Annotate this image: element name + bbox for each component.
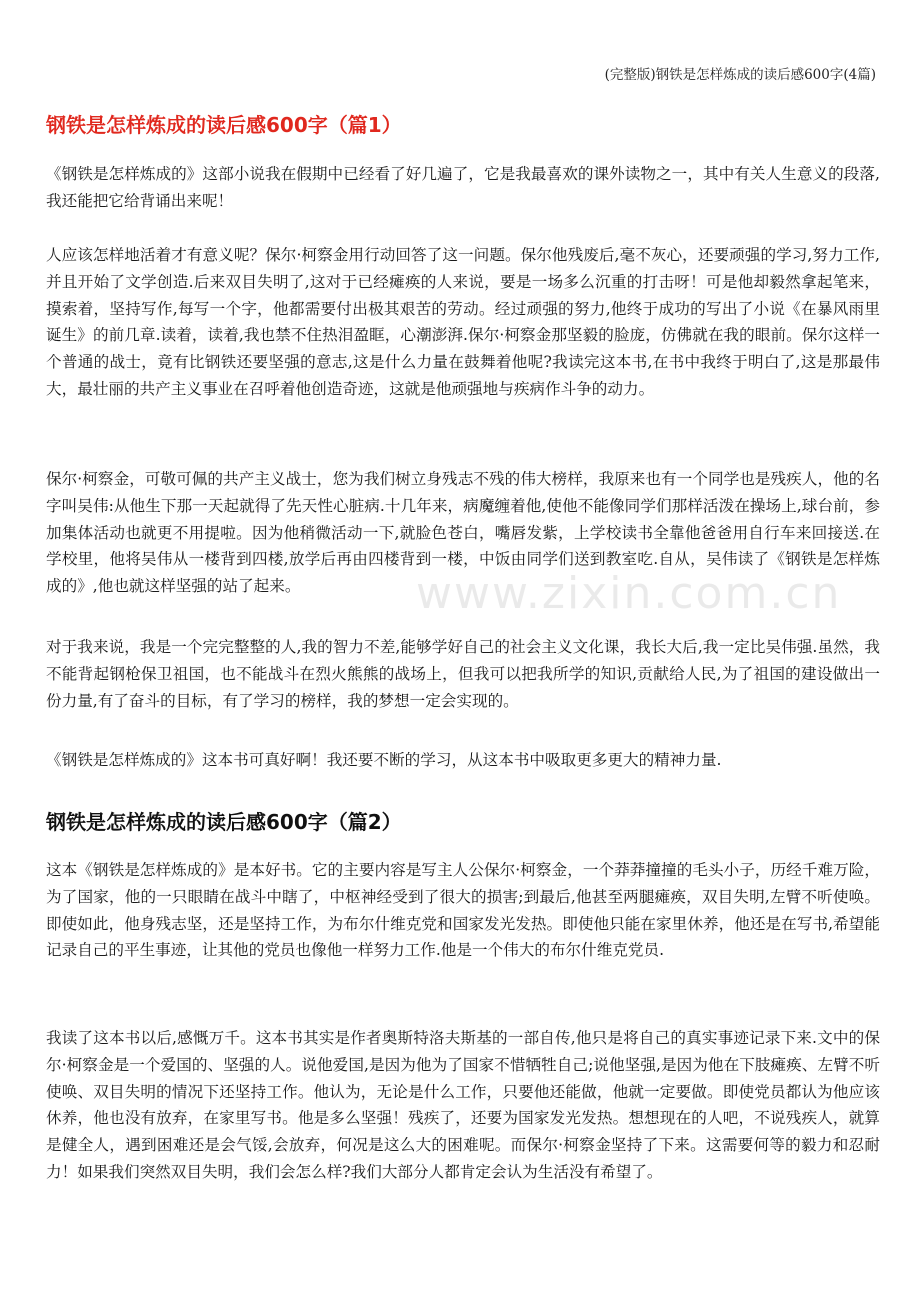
- watermark: www.zixin.com.cn: [416, 568, 842, 619]
- paragraph-1-1: [46, 161, 880, 215]
- paragraph: 《钢铁是怎样炼成的》这部小说我在假期中已经看了好几遍了，它是我最喜欢的课外读物之一，其中有关人生意义的段落,我还能把它给背诵出来呢！: [46, 165, 880, 210]
- section-2: [46, 808, 880, 836]
- section-1: [46, 111, 880, 139]
- paragraph: 这本《钢铁是怎样炼成的》是本好书。它的主要内容是写主人公保尔·柯察金，一个莽莽撞撞的毛头小子，历经千难万险，为了国家，他的一只眼睛在战斗中瞎了，中枢神经受到了很大的损害;到最后,他甚至两腿瘫痪，双目失明,左臂不听使唤。即使如此，他身残志坚，还是坚持工作，为布尔什维克党和国家发光发热。即使他只能在家里休养，他还是在写书,希望能记录自己的平生事迹，让其他的党员也像他一样努力工作.他是一个伟大的布尔什维克党员.: [46, 861, 880, 960]
- paragraph: 人应该怎样地活着才有意义呢？保尔·柯察金用行动回答了这一问题。保尔他残废后,毫不灰心，还要顽强的学习,努力工作,并且开始了文学创造.后来双目失明了,这对于已经瘫痪的人来说，要是一场多么沉重的打击呀！可是他却毅然拿起笔来，摸索着，坚持写作,每写一个字，他都需要付出极其艰苦的劳动。经过顽强的努力,他终于成功的写出了小说《在暴风雨里诞生》的前几章.读着，读着,我也禁不住热泪盈眶，心潮澎湃.保尔·柯察金那坚毅的脸庞，仿佛就在我的眼前。保尔这样一个普通的战士，竟有比钢铁还要坚强的意志,这是什么力量在鼓舞着他呢?我读完这本书,在书中我终于明白了,这是那最伟大，最壮丽的共产主义事业在召呼着他创造奇迹，这就是他顽强地与疾病作斗争的动力。: [46, 246, 880, 398]
- section-heading: 钢铁是怎样炼成的读后感600字（篇2）: [46, 810, 402, 834]
- running-header: (完整版)钢铁是怎样炼成的读后感600字(4篇): [604, 67, 876, 83]
- paragraph-1-2: [46, 242, 880, 403]
- paragraph: 我读了这本书以后,感慨万千。这本书其实是作者奥斯特洛夫斯基的一部自传,他只是将自己的真实事迹记录下来.文中的保尔·柯察金是一个爱国的、坚强的人。说他爱国,是因为他为了国家不惜牺牲自己;说他坚强,是因为他在下肢瘫痪、左臂不听使唤、双目失明的情况下还坚持工作。他认为，无论是什么工作，只要他还能做，他就一定要做。即使党员都认为他应该休养，他也没有放弃，在家里写书。他是多么坚强！残疾了，还要为国家发光发热。想想现在的人吧，不说残疾人，就算是健全人，遇到困难还是会气馁,会放弃，何况是这么大的困难呢。而保尔·柯察金坚持了下来。这需要何等的毅力和忍耐力！如果我们突然双目失明，我们会怎么样?我们大部分人都肯定会认为生活没有希望了。: [46, 1029, 880, 1181]
- paragraph-2-2: [46, 1025, 880, 1186]
- paragraph-1-5: [46, 747, 880, 774]
- paragraph-2-1: [46, 857, 880, 964]
- paragraph-1-4: [46, 634, 880, 714]
- paragraph: 《钢铁是怎样炼成的》这本书可真好啊！我还要不断的学习，从这本书中吸取更多更大的精神力量.: [46, 751, 722, 769]
- section-heading: 钢铁是怎样炼成的读后感600字（篇1）: [46, 113, 402, 137]
- paragraph: 保尔·柯察金，可敬可佩的共产主义战士，您为我们树立身残志不残的伟大榜样，我原来也有一个同学也是残疾人，他的名字叫吴伟:从他生下那一天起就得了先天性心脏病.十几年来，病魔缠着他,使他不能像同学们那样活泼在操场上,球台前，参加集体活动也就更不用提啦。因为他稍微活动一下,就脸色苍白，嘴唇发紫，上学校读书全靠他爸爸用自行车来回接送.在学校里，他将吴伟从一楼背到四楼,放学后再由四楼背到一楼，中饭由同学们送到教室吃.自从，吴伟读了《钢铁是怎样炼成的》,他也就这样坚强的站了起来。: [46, 470, 880, 596]
- paragraph: 对于我来说，我是一个完完整整的人,我的智力不差,能够学好自己的社会主义文化课，我长大后,我一定比吴伟强.虽然，我不能背起钢枪保卫祖国，也不能战斗在烈火熊熊的战场上，但我可以把我所学的知识,贡献给人民,为了祖国的建设做出一份力量,有了奋斗的目标，有了学习的榜样，我的梦想一定会实现的。: [46, 638, 880, 710]
- paragraph-1-3: [46, 466, 880, 600]
- document-page: [46, 0, 880, 1302]
